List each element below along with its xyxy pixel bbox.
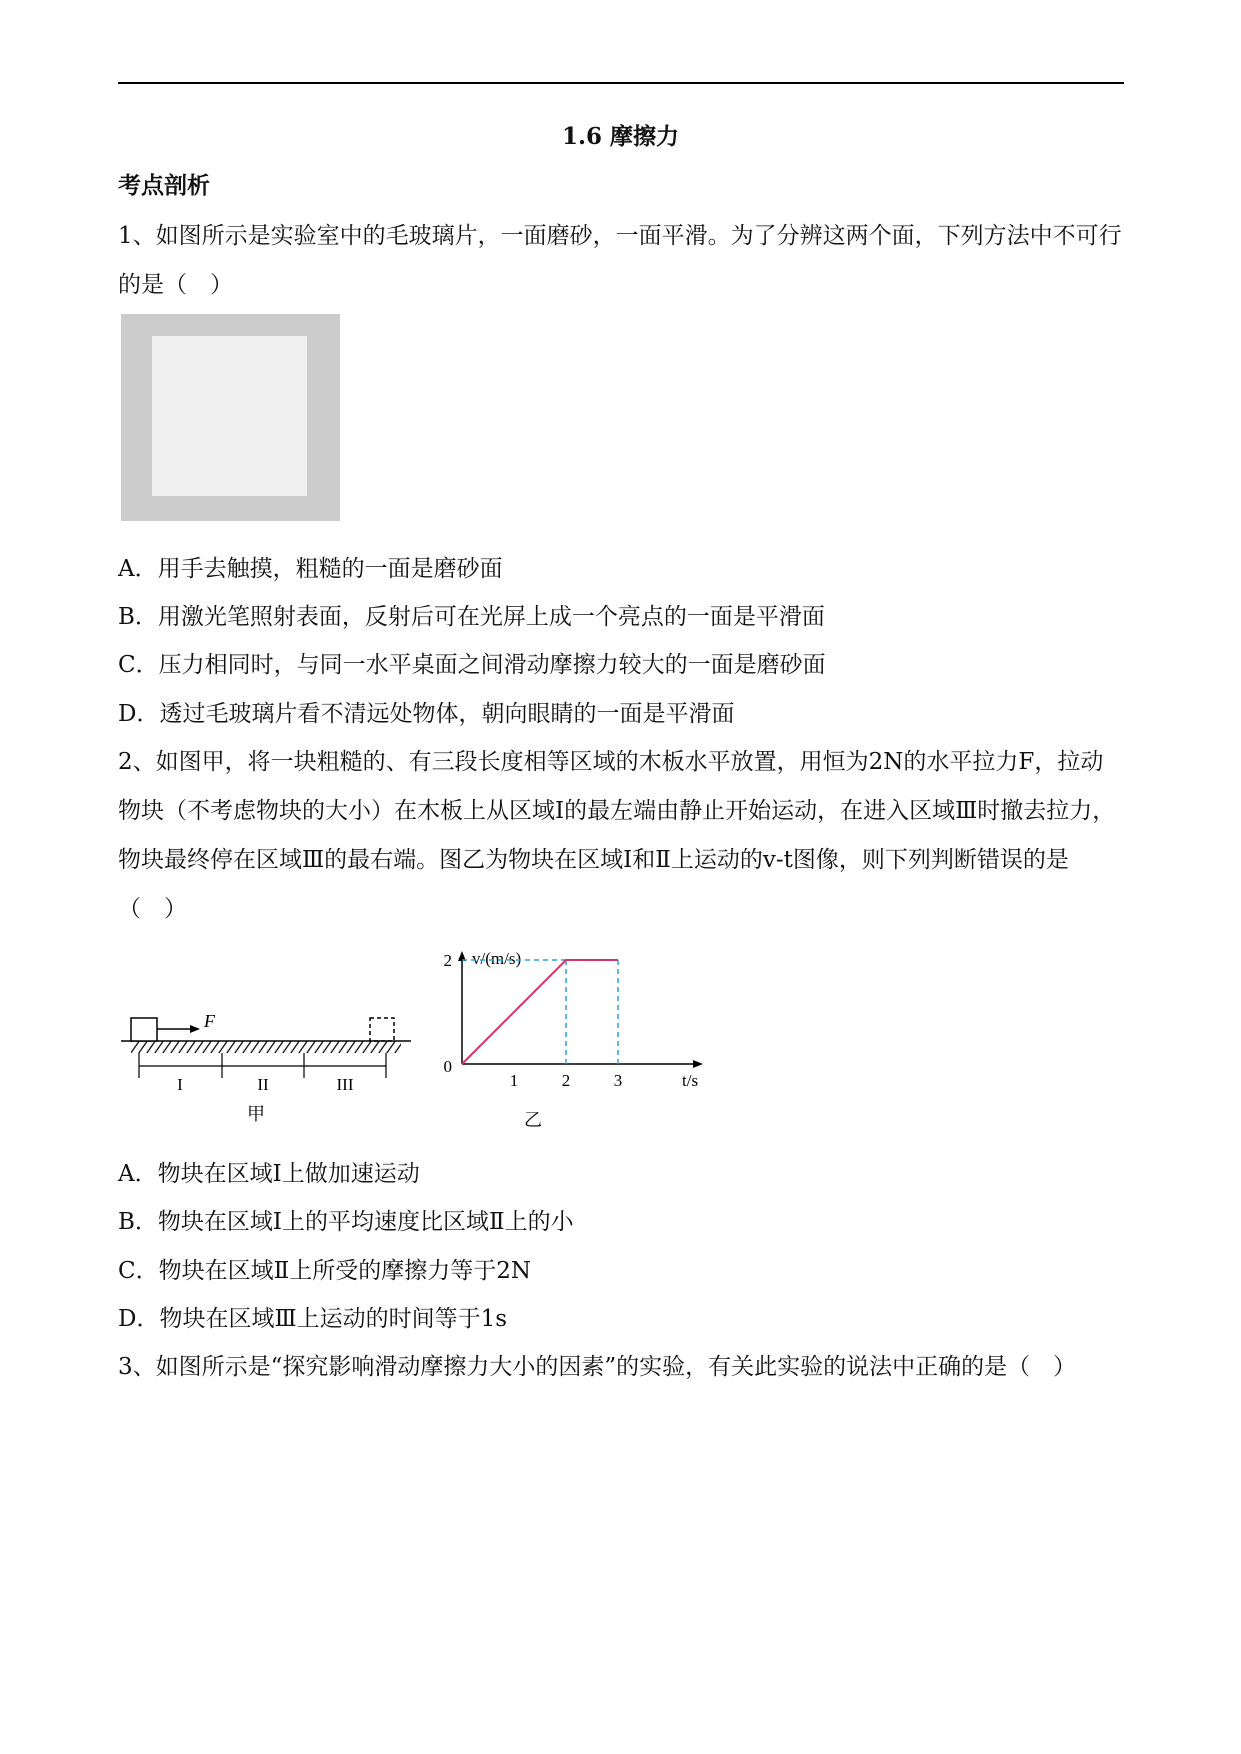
region-label-1: I	[177, 1075, 183, 1094]
y-tick-label: 0	[443, 1057, 452, 1076]
velocity-line	[462, 960, 618, 1064]
q3-stem: 3、如图所示是“探究影响滑动摩擦力大小的因素”的实验，有关此实验的说法中正确的是（ ）	[118, 1354, 1077, 1380]
section-heading: 考点剖析	[118, 172, 210, 199]
block-final-position	[370, 1018, 394, 1041]
force-arrowhead	[190, 1025, 200, 1033]
x-tick-label: 2	[561, 1071, 571, 1090]
frosted-glass-figure	[121, 314, 340, 521]
yi-caption: 乙	[524, 1110, 542, 1130]
q1-option-d: D．透过毛玻璃片看不清远处物体，朝向眼睛的一面是平滑面	[118, 701, 735, 727]
x-tick-label: 1	[509, 1071, 519, 1090]
q1-option-a: A．用手去触摸，粗糙的一面是磨砂面	[118, 556, 503, 582]
q2-figure-svg	[118, 940, 708, 1140]
q2-option-b: B．物块在区域Ⅰ上的平均速度比区域Ⅱ上的小	[118, 1209, 574, 1235]
jia-caption: 甲	[247, 1104, 265, 1124]
vt-chart	[444, 949, 704, 1130]
q2-figure	[118, 940, 708, 1144]
page-title: 1.6 摩擦力	[561, 123, 680, 150]
region-label-3: III	[336, 1075, 354, 1094]
x-axis-label: t/s	[682, 1071, 699, 1090]
diagram-jia	[121, 1011, 411, 1124]
x-tick-label: 3	[613, 1071, 623, 1090]
y-tick-label: 2	[443, 951, 452, 970]
q2-option-d: D．物块在区域Ⅲ上运动的时间等于1s	[118, 1306, 508, 1332]
q1-stem: 1、如图所示是实验室中的毛玻璃片，一面磨砂，一面平滑。为了分辨这两个面，下列方法中不可行的是（ ）	[118, 223, 1122, 298]
q2-option-c: C．物块在区域Ⅱ上所受的摩擦力等于2N	[118, 1258, 531, 1284]
q1-option-b: B．用激光笔照射表面，反射后可在光屏上成一个亮点的一面是平滑面	[118, 604, 825, 630]
x-axis-arrowhead	[693, 1060, 703, 1068]
q1-option-c: C．压力相同时，与同一水平桌面之间滑动摩擦力较大的一面是磨砂面	[118, 652, 826, 678]
header-rule	[118, 82, 1124, 84]
force-label: F	[204, 1011, 215, 1031]
rough-board-hatch	[131, 1041, 401, 1053]
q2-option-a: A．物块在区域Ⅰ上做加速运动	[118, 1161, 420, 1187]
region-label-2: II	[257, 1075, 269, 1094]
q2-stem: 2、如图甲，将一块粗糙的、有三段长度相等区域的木板水平放置，用恒为2N的水平拉力F，拉动物块（不考虑物块的大小）在木板上从区域Ⅰ的最左端由静止开始运动，在进入区域Ⅲ时撤去拉力，物块最终停在区域Ⅲ的最右端。图乙为物块在区域Ⅰ和Ⅱ上运动的v-t图像，则下列判断错误的是（ ）	[118, 749, 1116, 922]
frosted-glass-inner	[152, 336, 307, 496]
y-axis-label: v/(m/s)	[472, 949, 522, 968]
block	[131, 1018, 157, 1041]
